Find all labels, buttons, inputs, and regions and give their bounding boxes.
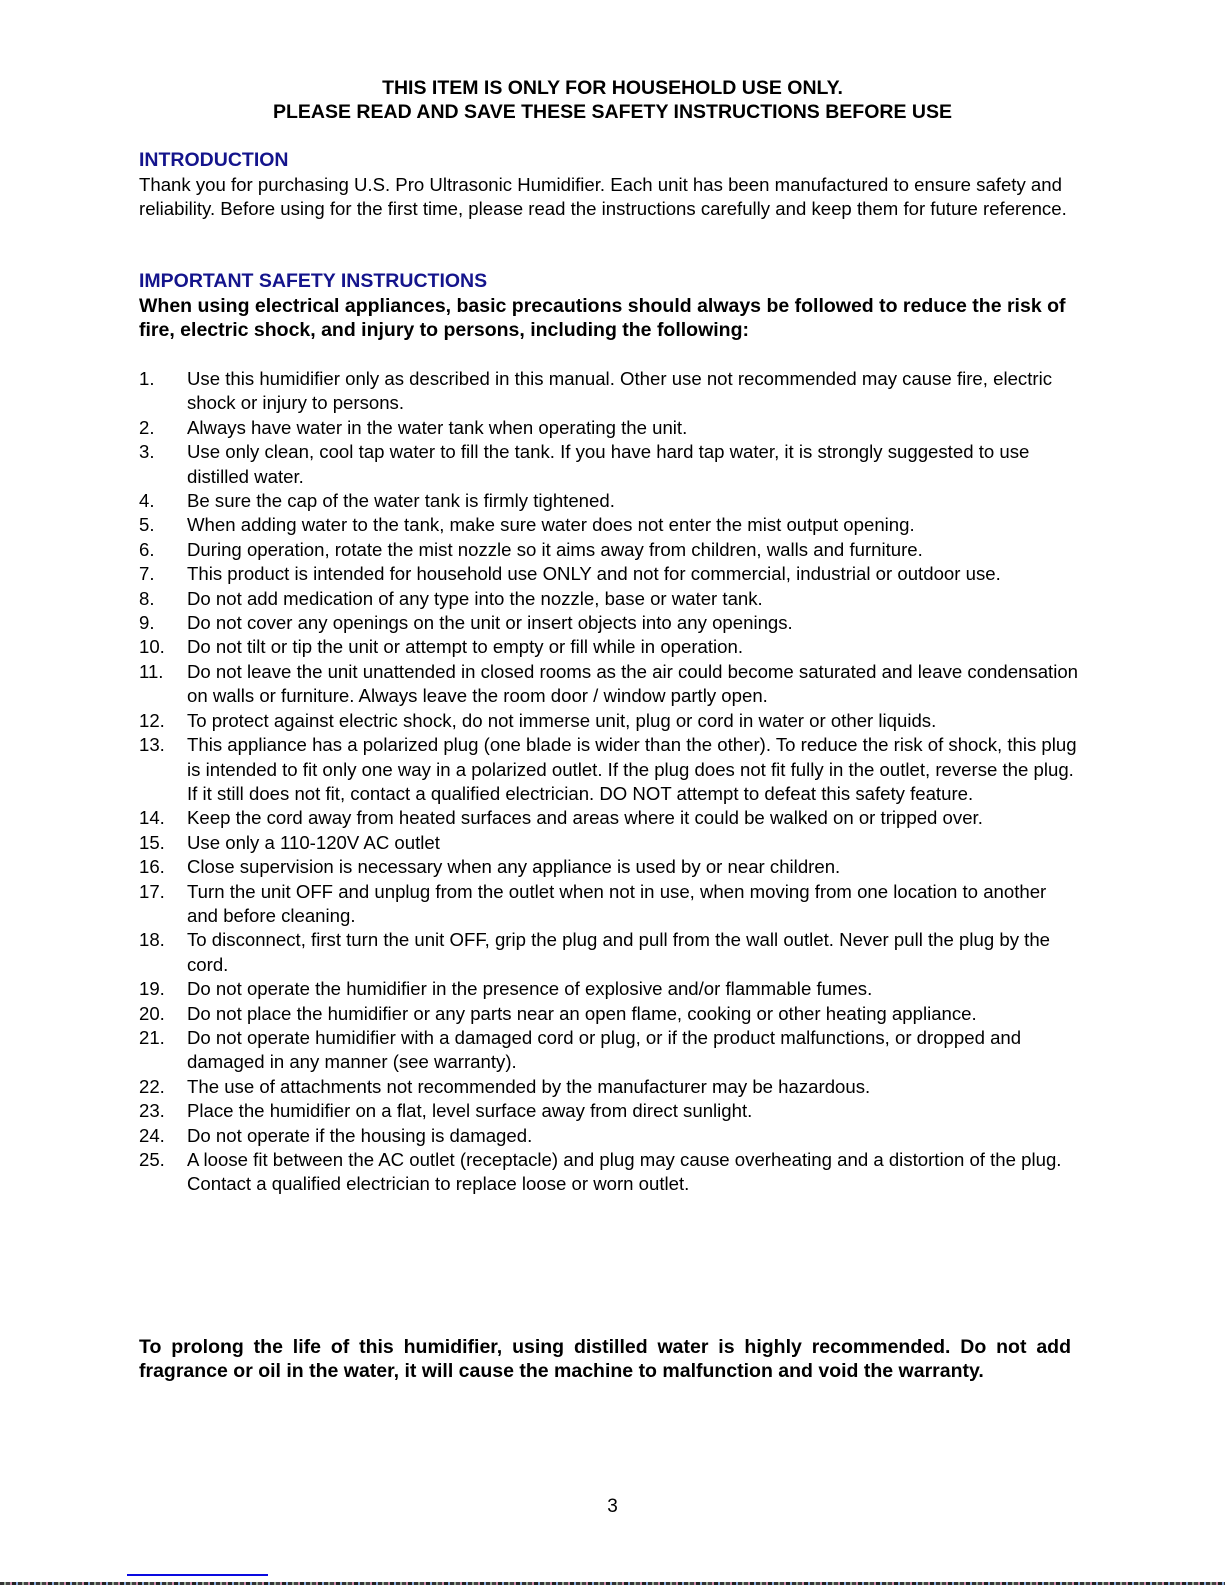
read-instructions-notice: PLEASE READ AND SAVE THESE SAFETY INSTRUCTIONS BEFORE USE <box>273 101 952 123</box>
item-number: 3. <box>139 441 155 463</box>
safety-instructions-list <box>139 367 1079 1197</box>
item-text: To protect against electric shock, do not immerse unit, plug or cord in water or other liquids. <box>187 709 937 731</box>
safety-instruction-item <box>139 562 1079 586</box>
safety-instruction-item <box>139 660 1079 709</box>
household-use-notice: THIS ITEM IS ONLY FOR HOUSEHOLD USE ONLY. <box>382 77 843 99</box>
item-text: Do not add medication of any type into the nozzle, base or water tank. <box>187 587 763 609</box>
safety-lead-text: When using electrical appliances, basic precautions should always be followed to reduce the risk of fire, electric shock, and injury to persons, including the following: <box>139 295 1066 342</box>
item-text: This appliance has a polarized plug (one blade is wider than the other). To reduce the risk of shock, this plug is intended to fit only one way in a polarized outlet. If the plug does not fit fully in the outlet, reverse the plug. If it still does not fit, contact a qualified electrician. DO NOT attempt to defeat this safety feature. <box>187 734 1077 804</box>
item-number: 22. <box>139 1075 165 1097</box>
safety-instruction-item <box>139 635 1079 659</box>
item-number: 24. <box>139 1124 165 1146</box>
item-number: 23. <box>139 1100 165 1122</box>
safety-instruction-item <box>139 587 1079 611</box>
safety-instruction-item <box>139 1002 1079 1026</box>
item-number: 20. <box>139 1002 165 1024</box>
safety-instruction-item <box>139 1075 1079 1099</box>
safety-instruction-item <box>139 831 1079 855</box>
footer-link-underline <box>127 1574 268 1576</box>
item-text: Use only a 110-120V AC outlet <box>187 831 440 853</box>
safety-instruction-item <box>139 709 1079 733</box>
safety-instruction-item <box>139 855 1079 879</box>
item-text: When adding water to the tank, make sure water does not enter the mist output opening. <box>187 514 915 536</box>
item-text: Do not operate humidifier with a damaged cord or plug, or if the product malfunctions, or dropped and damaged in any manner (see warranty). <box>187 1026 1022 1073</box>
item-text: Turn the unit OFF and unplug from the outlet when not in use, when moving from one location to another and before cleaning. <box>187 880 1047 926</box>
item-number: 17. <box>139 880 165 902</box>
item-text: During operation, rotate the mist nozzle so it aims away from children, walls and furniture. <box>187 538 923 560</box>
safety-instruction-item <box>139 1148 1079 1197</box>
item-text: A loose fit between the AC outlet (receptacle) and plug may cause overheating and a distortion of the plug. Contact a qualified electrician to replace loose or worn outlet. <box>187 1149 1062 1195</box>
item-number: 12. <box>139 709 165 731</box>
safety-instruction-item <box>139 489 1079 513</box>
item-text: Use only clean, cool tap water to fill the tank. If you have hard tap water, it is strongly suggested to use distilled water. <box>187 441 1030 487</box>
item-number: 7. <box>139 563 155 585</box>
item-text: Be sure the cap of the water tank is firmly tightened. <box>187 490 615 512</box>
introduction-text: Thank you for purchasing U.S. Pro Ultrasonic Humidifier. Each unit has been manufactured to ensure safety and reliability. Before using for the first time, please read the instructions carefully and keep them for future reference. <box>139 174 1067 220</box>
item-text: Keep the cord away from heated surfaces and areas where it could be walked on or tripped over. <box>187 807 983 829</box>
safety-heading: IMPORTANT SAFETY INSTRUCTIONS <box>139 270 488 292</box>
safety-instruction-item <box>139 416 1079 440</box>
item-text: Do not place the humidifier or any parts near an open flame, cooking or other heating appliance. <box>187 1002 977 1024</box>
item-text: To disconnect, first turn the unit OFF, grip the plug and pull from the wall outlet. Never pull the plug by the cord. <box>187 929 1051 975</box>
closing-note: To prolong the life of this humidifier, using distilled water is highly recommended. Do not add fragrance or oil in the water, it will cause the machine to malfunction and void the warranty. <box>139 1336 1071 1383</box>
item-text: The use of attachments not recommended by the manufacturer may be hazardous. <box>187 1075 871 1097</box>
safety-instruction-item <box>139 806 1079 830</box>
item-number: 14. <box>139 807 165 829</box>
safety-instruction-item <box>139 1124 1079 1148</box>
item-text: This product is intended for household use ONLY and not for commercial, industrial or outdoor use. <box>187 563 1001 585</box>
safety-instruction-item <box>139 440 1079 489</box>
item-number: 19. <box>139 978 165 1000</box>
page-number: 3 <box>607 1496 618 1517</box>
item-text: Do not operate the humidifier in the presence of explosive and/or flammable fumes. <box>187 978 873 1000</box>
item-number: 25. <box>139 1149 165 1170</box>
item-number: 1. <box>139 368 155 389</box>
safety-instruction-item <box>139 977 1079 1001</box>
item-number: 18. <box>139 929 165 951</box>
item-number: 9. <box>139 612 155 634</box>
item-number: 5. <box>139 514 155 536</box>
safety-instruction-item <box>139 733 1079 806</box>
item-text: Place the humidifier on a flat, level surface away from direct sunlight. <box>187 1100 753 1122</box>
item-text: Do not cover any openings on the unit or insert objects into any openings. <box>187 612 793 634</box>
item-number: 2. <box>139 416 155 438</box>
safety-instruction-item <box>139 367 1079 416</box>
item-text: Close supervision is necessary when any appliance is used by or near children. <box>187 856 841 878</box>
item-text: Do not operate if the housing is damaged. <box>187 1124 533 1146</box>
safety-instruction-item <box>139 611 1079 635</box>
safety-instruction-item <box>139 513 1079 537</box>
safety-instruction-item <box>139 928 1079 977</box>
item-number: 11. <box>139 660 164 682</box>
item-number: 16. <box>139 856 165 878</box>
item-text: Always have water in the water tank when operating the unit. <box>187 416 688 438</box>
introduction-heading: INTRODUCTION <box>139 149 289 171</box>
item-number: 8. <box>139 587 155 609</box>
item-number: 6. <box>139 538 155 560</box>
item-number: 15. <box>139 831 165 853</box>
item-number: 13. <box>139 734 165 756</box>
safety-instruction-item <box>139 1026 1079 1075</box>
item-number: 4. <box>139 490 155 512</box>
safety-instruction-item <box>139 1099 1079 1123</box>
safety-instruction-item <box>139 538 1079 562</box>
item-number: 10. <box>139 636 165 658</box>
item-text: Use this humidifier only as described in this manual. Other use not recommended may cause fire, electric shock or injury to persons. <box>187 368 1052 414</box>
item-text: Do not leave the unit unattended in closed rooms as the air could become saturated and leave condensation on walls or furniture. Always leave the room door / window partly open. <box>187 660 1079 707</box>
item-text: Do not tilt or tip the unit or attempt to empty or fill while in operation. <box>187 636 744 658</box>
safety-instruction-item <box>139 880 1079 929</box>
item-number: 21. <box>139 1026 165 1048</box>
